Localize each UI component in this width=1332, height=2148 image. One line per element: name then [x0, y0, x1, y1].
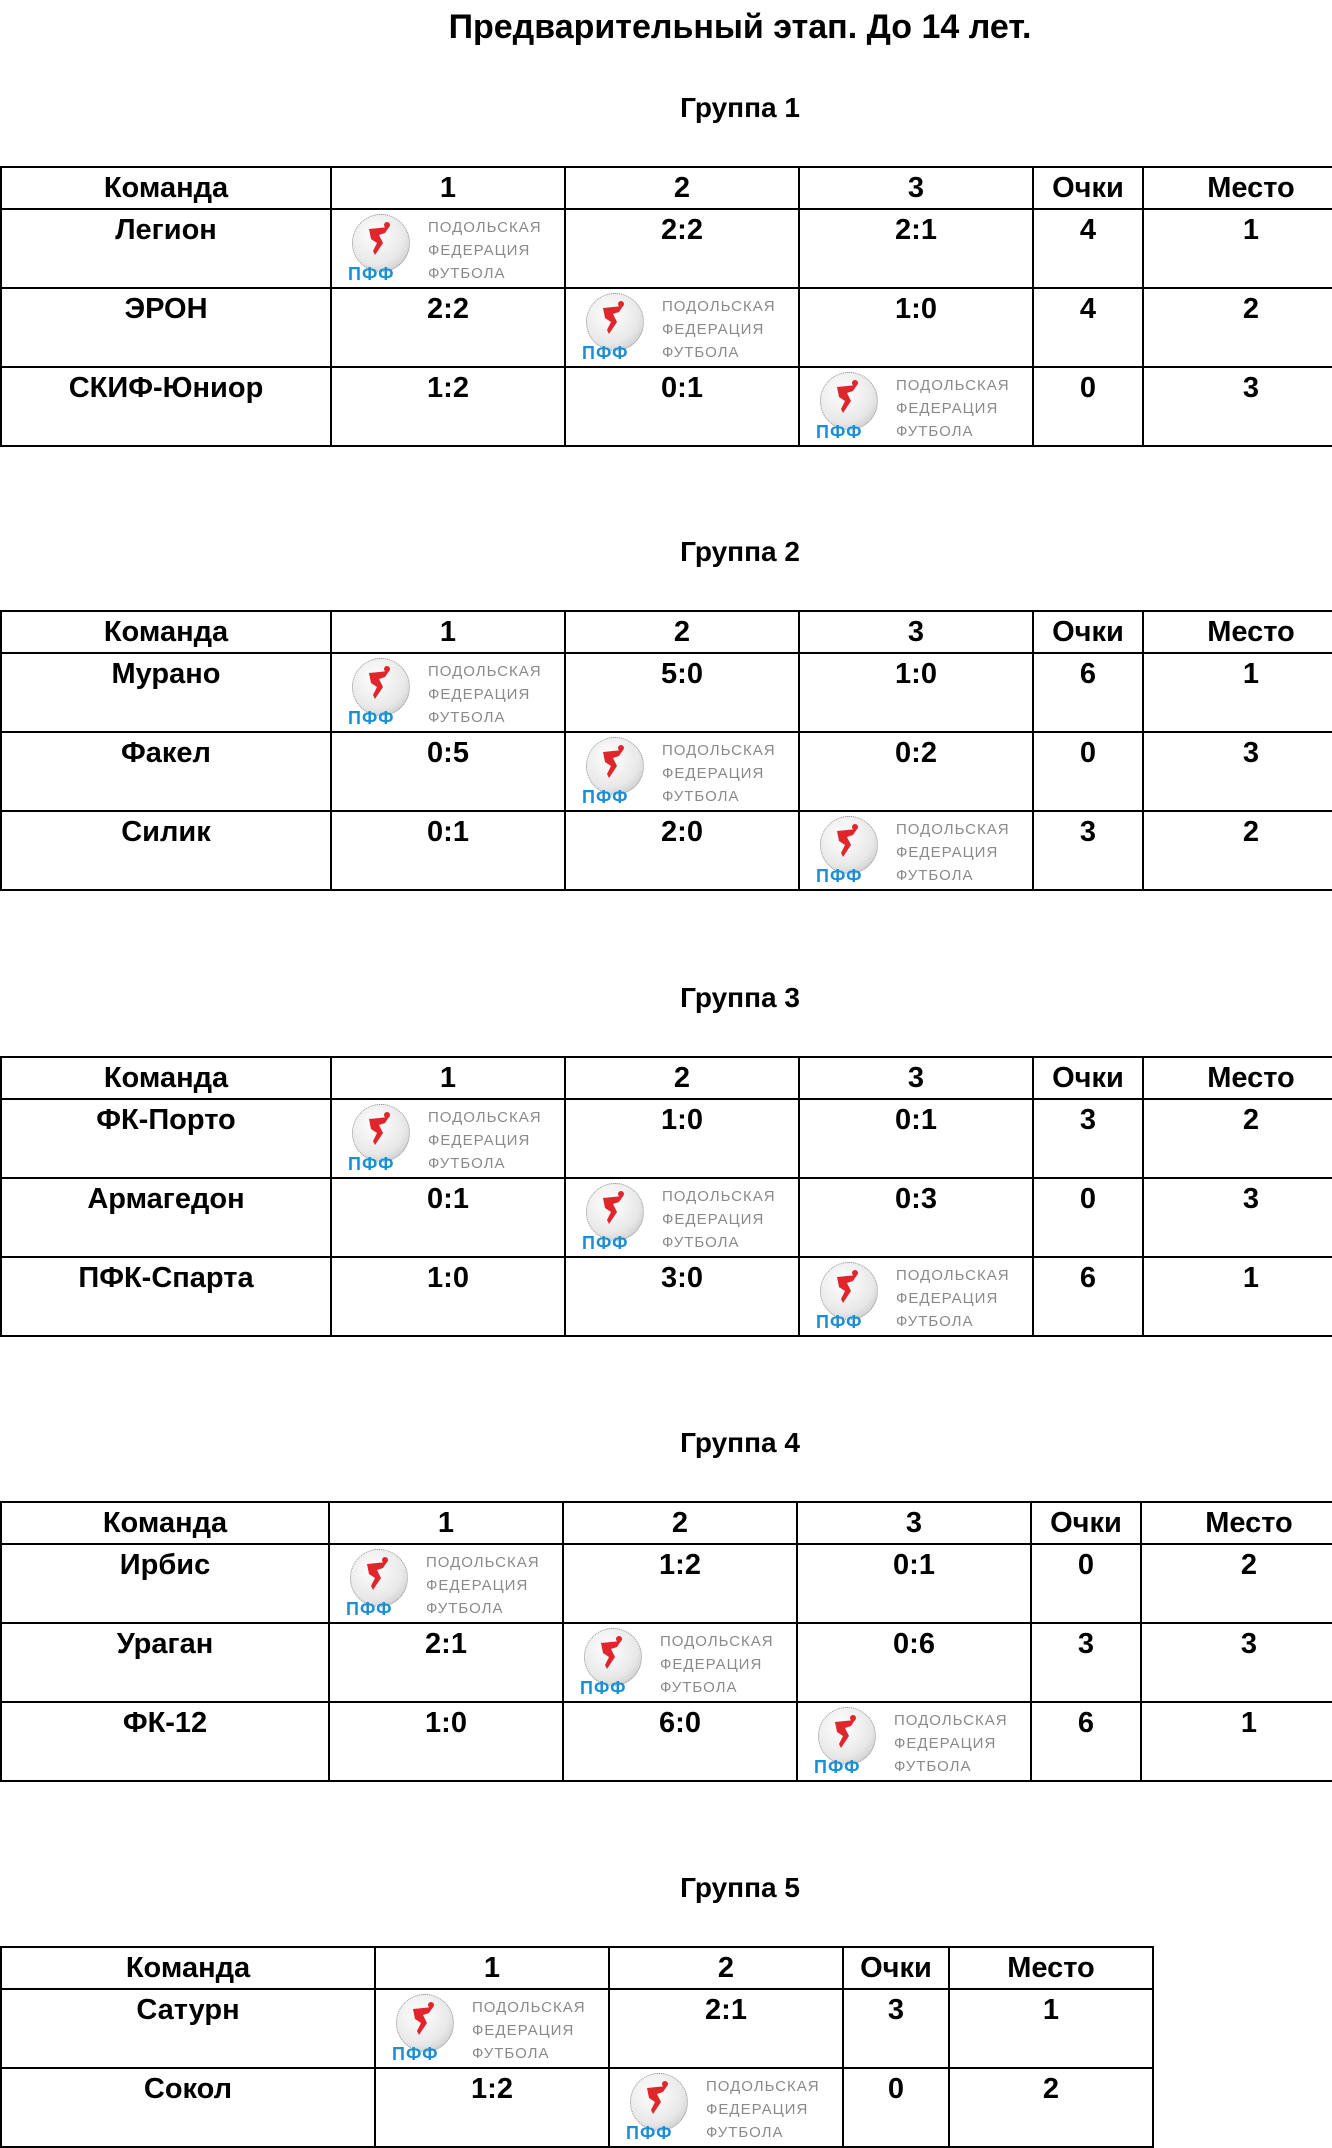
points-cell: 3 [1031, 1623, 1141, 1702]
table-row [1, 2068, 1153, 2147]
logo-text-line: ФЕДЕРАЦИЯ [428, 1132, 531, 1149]
place-cell: 2 [1143, 1099, 1332, 1178]
match-score: 1:0 [799, 653, 1033, 732]
match-score: 0:1 [797, 1544, 1031, 1623]
logo-abbr: ПФФ [582, 787, 629, 807]
group-title: Группа 5 [680, 1872, 800, 1903]
match-score: 0:1 [799, 1099, 1033, 1178]
logo-text-line: ПОДОЛЬСКАЯ [662, 1188, 776, 1205]
self-match-cell [799, 367, 1033, 446]
match-score: 2:2 [331, 288, 565, 367]
table-header-row [1, 1502, 1332, 1544]
federation-logo [580, 1628, 780, 1700]
place-cell: 2 [949, 2068, 1153, 2147]
match-score: 0:5 [331, 732, 565, 811]
self-match-cell [563, 1623, 797, 1702]
logo-text-line: ФУТБОЛА [428, 1155, 506, 1172]
table-row [1, 209, 1332, 288]
logo-abbr: ПФФ [392, 2044, 439, 2064]
logo-text-line: ФЕДЕРАЦИЯ [706, 2101, 809, 2118]
group-title: Группа 2 [680, 536, 800, 567]
logo-text [706, 2075, 836, 2144]
logo-text [472, 1996, 602, 2065]
match-score: 0:1 [331, 1178, 565, 1257]
logo-text [896, 818, 1026, 887]
match-score: 0:6 [797, 1623, 1031, 1702]
match-score: 5:0 [565, 653, 799, 732]
points-cell: 6 [1033, 1257, 1143, 1336]
logo-text-line: ФЕДЕРАЦИЯ [896, 1290, 999, 1307]
column-header: Очки [843, 1947, 949, 1989]
match-score: 0:1 [331, 811, 565, 890]
logo-text-line: ФУТБОЛА [472, 2045, 550, 2062]
team-name: Ирбис [1, 1544, 329, 1623]
table-row [1, 1257, 1332, 1336]
table-header-row [1, 611, 1332, 653]
points-cell: 3 [1033, 1099, 1143, 1178]
logo-text-line: ФУТБОЛА [662, 788, 740, 805]
logo-text-line: ФУТБОЛА [894, 1758, 972, 1775]
federation-logo [346, 1549, 546, 1621]
table-row [1, 1544, 1332, 1623]
points-cell: 0 [1033, 1178, 1143, 1257]
federation-logo [582, 737, 782, 809]
column-header: 3 [797, 1502, 1031, 1544]
logo-abbr: ПФФ [626, 2123, 673, 2143]
place-cell: 1 [1141, 1702, 1332, 1781]
place-cell: 3 [1141, 1623, 1332, 1702]
place-cell: 2 [1141, 1544, 1332, 1623]
points-cell: 6 [1031, 1702, 1141, 1781]
logo-text [896, 1264, 1026, 1333]
logo-abbr: ПФФ [348, 708, 395, 728]
table-row [1, 653, 1332, 732]
column-header: 1 [331, 611, 565, 653]
logo-text-line: ПОДОЛЬСКАЯ [896, 821, 1010, 838]
table-row [1, 811, 1332, 890]
group-table [0, 1501, 1332, 1782]
group-table [0, 166, 1332, 447]
logo-text-line: ФУТБОЛА [896, 867, 974, 884]
logo-text-line: ФЕДЕРАЦИЯ [426, 1577, 529, 1594]
logo-text [894, 1709, 1024, 1778]
logo-abbr: ПФФ [816, 866, 863, 886]
team-name: Мурано [1, 653, 331, 732]
federation-logo [348, 214, 548, 286]
points-cell: 3 [1033, 811, 1143, 890]
place-cell: 3 [1143, 732, 1332, 811]
points-cell: 0 [1031, 1544, 1141, 1623]
table-row [1, 1099, 1332, 1178]
logo-abbr: ПФФ [580, 1678, 627, 1698]
column-header: 2 [565, 167, 799, 209]
place-cell: 1 [1143, 653, 1332, 732]
logo-text-line: ФУТБОЛА [428, 265, 506, 282]
group-title: Группа 1 [680, 92, 800, 123]
column-header: 1 [329, 1502, 563, 1544]
team-name: Сокол [1, 2068, 375, 2147]
page-title: Предварительный этап. До 14 лет. [448, 8, 1032, 46]
table-header-row [1, 1947, 1153, 1989]
self-match-cell [609, 2068, 843, 2147]
match-score: 1:2 [563, 1544, 797, 1623]
federation-logo [582, 1183, 782, 1255]
column-header: 3 [799, 611, 1033, 653]
federation-logo [392, 1994, 592, 2066]
match-score: 6:0 [563, 1702, 797, 1781]
column-header: 1 [375, 1947, 609, 1989]
match-score: 0:2 [799, 732, 1033, 811]
logo-text-line: ПОДОЛЬСКАЯ [428, 219, 542, 236]
table-header-row [1, 167, 1332, 209]
column-header: 2 [565, 1057, 799, 1099]
match-score: 1:2 [375, 2068, 609, 2147]
logo-text-line: ПОДОЛЬСКАЯ [472, 1999, 586, 2016]
table-row [1, 732, 1332, 811]
match-score: 2:2 [565, 209, 799, 288]
self-match-cell [565, 288, 799, 367]
match-score: 2:1 [609, 1989, 843, 2068]
logo-abbr: ПФФ [582, 343, 629, 363]
column-header: 2 [563, 1502, 797, 1544]
federation-logo [348, 1104, 548, 1176]
table-row [1, 367, 1332, 446]
group-title: Группа 4 [680, 1427, 800, 1458]
logo-abbr: ПФФ [346, 1599, 393, 1619]
table-header-row [1, 1057, 1332, 1099]
place-cell: 2 [1143, 288, 1332, 367]
team-name: ЭРОН [1, 288, 331, 367]
points-cell: 4 [1033, 288, 1143, 367]
group-table [0, 1056, 1332, 1337]
place-cell: 1 [1143, 209, 1332, 288]
team-name: Факел [1, 732, 331, 811]
column-header: Команда [1, 167, 331, 209]
federation-logo [348, 658, 548, 730]
logo-abbr: ПФФ [582, 1233, 629, 1253]
team-name: СКИФ-Юниор [1, 367, 331, 446]
table-row [1, 1178, 1332, 1257]
logo-abbr: ПФФ [348, 264, 395, 284]
table-row [1, 288, 1332, 367]
points-cell: 6 [1033, 653, 1143, 732]
logo-text-line: ПОДОЛЬСКАЯ [706, 2078, 820, 2095]
logo-text-line: ФЕДЕРАЦИЯ [662, 321, 765, 338]
place-cell: 3 [1143, 1178, 1332, 1257]
match-score: 1:0 [331, 1257, 565, 1336]
logo-abbr: ПФФ [814, 1757, 861, 1777]
logo-text-line: ПОДОЛЬСКАЯ [662, 742, 776, 759]
column-header: Очки [1031, 1502, 1141, 1544]
group-table [0, 610, 1332, 891]
logo-text-line: ПОДОЛЬСКАЯ [660, 1633, 774, 1650]
points-cell: 4 [1033, 209, 1143, 288]
column-header: 1 [331, 1057, 565, 1099]
federation-logo [582, 293, 782, 365]
team-name: Легион [1, 209, 331, 288]
self-match-cell [797, 1702, 1031, 1781]
logo-text-line: ФУТБОЛА [896, 423, 974, 440]
logo-text-line: ФЕДЕРАЦИЯ [894, 1735, 997, 1752]
column-header: 1 [331, 167, 565, 209]
logo-abbr: ПФФ [816, 422, 863, 442]
self-match-cell [331, 1099, 565, 1178]
column-header: Место [1143, 611, 1332, 653]
federation-logo [816, 816, 1016, 888]
logo-text [662, 739, 792, 808]
logo-abbr: ПФФ [816, 1312, 863, 1332]
team-name: Сатурн [1, 1989, 375, 2068]
logo-text-line: ПОДОЛЬСКАЯ [896, 1267, 1010, 1284]
logo-text [896, 374, 1026, 443]
self-match-cell [375, 1989, 609, 2068]
logo-text-line: ФУТБОЛА [662, 1234, 740, 1251]
logo-text-line: ФУТБОЛА [662, 344, 740, 361]
team-name: Армагедон [1, 1178, 331, 1257]
points-cell: 0 [843, 2068, 949, 2147]
place-cell: 3 [1143, 367, 1332, 446]
logo-text [428, 216, 558, 285]
logo-text-line: ФЕДЕРАЦИЯ [472, 2022, 575, 2039]
team-name: ПФК-Спарта [1, 1257, 331, 1336]
logo-text-line: ФЕДЕРАЦИЯ [428, 242, 531, 259]
logo-text-line: ФЕДЕРАЦИЯ [660, 1656, 763, 1673]
column-header: Место [1141, 1502, 1332, 1544]
federation-logo [816, 372, 1016, 444]
logo-text-line: ПОДОЛЬСКАЯ [428, 1109, 542, 1126]
column-header: Очки [1033, 1057, 1143, 1099]
group-title: Группа 3 [680, 982, 800, 1013]
logo-text-line: ФЕДЕРАЦИЯ [662, 1211, 765, 1228]
column-header: Команда [1, 1947, 375, 1989]
match-score: 1:2 [331, 367, 565, 446]
self-match-cell [565, 1178, 799, 1257]
logo-text [426, 1551, 556, 1620]
self-match-cell [331, 209, 565, 288]
federation-logo [814, 1707, 1014, 1779]
logo-text [662, 295, 792, 364]
table-row [1, 1989, 1153, 2068]
logo-text-line: ФЕДЕРАЦИЯ [662, 765, 765, 782]
points-cell: 3 [843, 1989, 949, 2068]
team-name: Силик [1, 811, 331, 890]
match-score: 1:0 [329, 1702, 563, 1781]
logo-abbr: ПФФ [348, 1154, 395, 1174]
points-cell: 0 [1033, 367, 1143, 446]
logo-text [428, 1106, 558, 1175]
federation-logo [816, 1262, 1016, 1334]
column-header: Место [949, 1947, 1153, 1989]
column-header: 2 [609, 1947, 843, 1989]
match-score: 2:1 [329, 1623, 563, 1702]
logo-text-line: ФУТБОЛА [428, 709, 506, 726]
logo-text-line: ФУТБОЛА [426, 1600, 504, 1617]
self-match-cell [799, 1257, 1033, 1336]
match-score: 3:0 [565, 1257, 799, 1336]
logo-text-line: ФЕДЕРАЦИЯ [428, 686, 531, 703]
column-header: Место [1143, 1057, 1332, 1099]
self-match-cell [329, 1544, 563, 1623]
match-score: 0:3 [799, 1178, 1033, 1257]
logo-text-line: ПОДОЛЬСКАЯ [894, 1712, 1008, 1729]
column-header: Команда [1, 1057, 331, 1099]
match-score: 1:0 [799, 288, 1033, 367]
match-score: 0:1 [565, 367, 799, 446]
logo-text-line: ФЕДЕРАЦИЯ [896, 400, 999, 417]
table-row [1, 1623, 1332, 1702]
column-header: Команда [1, 611, 331, 653]
logo-text-line: ФУТБОЛА [660, 1679, 738, 1696]
self-match-cell [565, 732, 799, 811]
column-header: Очки [1033, 167, 1143, 209]
logo-text-line: ФУТБОЛА [896, 1313, 974, 1330]
team-name: ФК-Порто [1, 1099, 331, 1178]
column-header: 3 [799, 167, 1033, 209]
match-score: 2:1 [799, 209, 1033, 288]
self-match-cell [799, 811, 1033, 890]
logo-text-line: ПОДОЛЬСКАЯ [662, 298, 776, 315]
place-cell: 1 [949, 1989, 1153, 2068]
column-header: 2 [565, 611, 799, 653]
match-score: 1:0 [565, 1099, 799, 1178]
column-header: 3 [799, 1057, 1033, 1099]
logo-text [660, 1630, 790, 1699]
place-cell: 1 [1143, 1257, 1332, 1336]
team-name: Ураган [1, 1623, 329, 1702]
match-score: 2:0 [565, 811, 799, 890]
place-cell: 2 [1143, 811, 1332, 890]
team-name: ФК-12 [1, 1702, 329, 1781]
column-header: Команда [1, 1502, 329, 1544]
logo-text-line: ПОДОЛЬСКАЯ [426, 1554, 540, 1571]
federation-logo [626, 2073, 826, 2145]
logo-text-line: ПОДОЛЬСКАЯ [428, 663, 542, 680]
logo-text-line: ФУТБОЛА [706, 2124, 784, 2141]
points-cell: 0 [1033, 732, 1143, 811]
logo-text [428, 660, 558, 729]
column-header: Место [1143, 167, 1332, 209]
group-table [0, 1946, 1154, 2148]
logo-text-line: ПОДОЛЬСКАЯ [896, 377, 1010, 394]
logo-text [662, 1185, 792, 1254]
column-header: Очки [1033, 611, 1143, 653]
logo-text-line: ФЕДЕРАЦИЯ [896, 844, 999, 861]
table-row [1, 1702, 1332, 1781]
self-match-cell [331, 653, 565, 732]
